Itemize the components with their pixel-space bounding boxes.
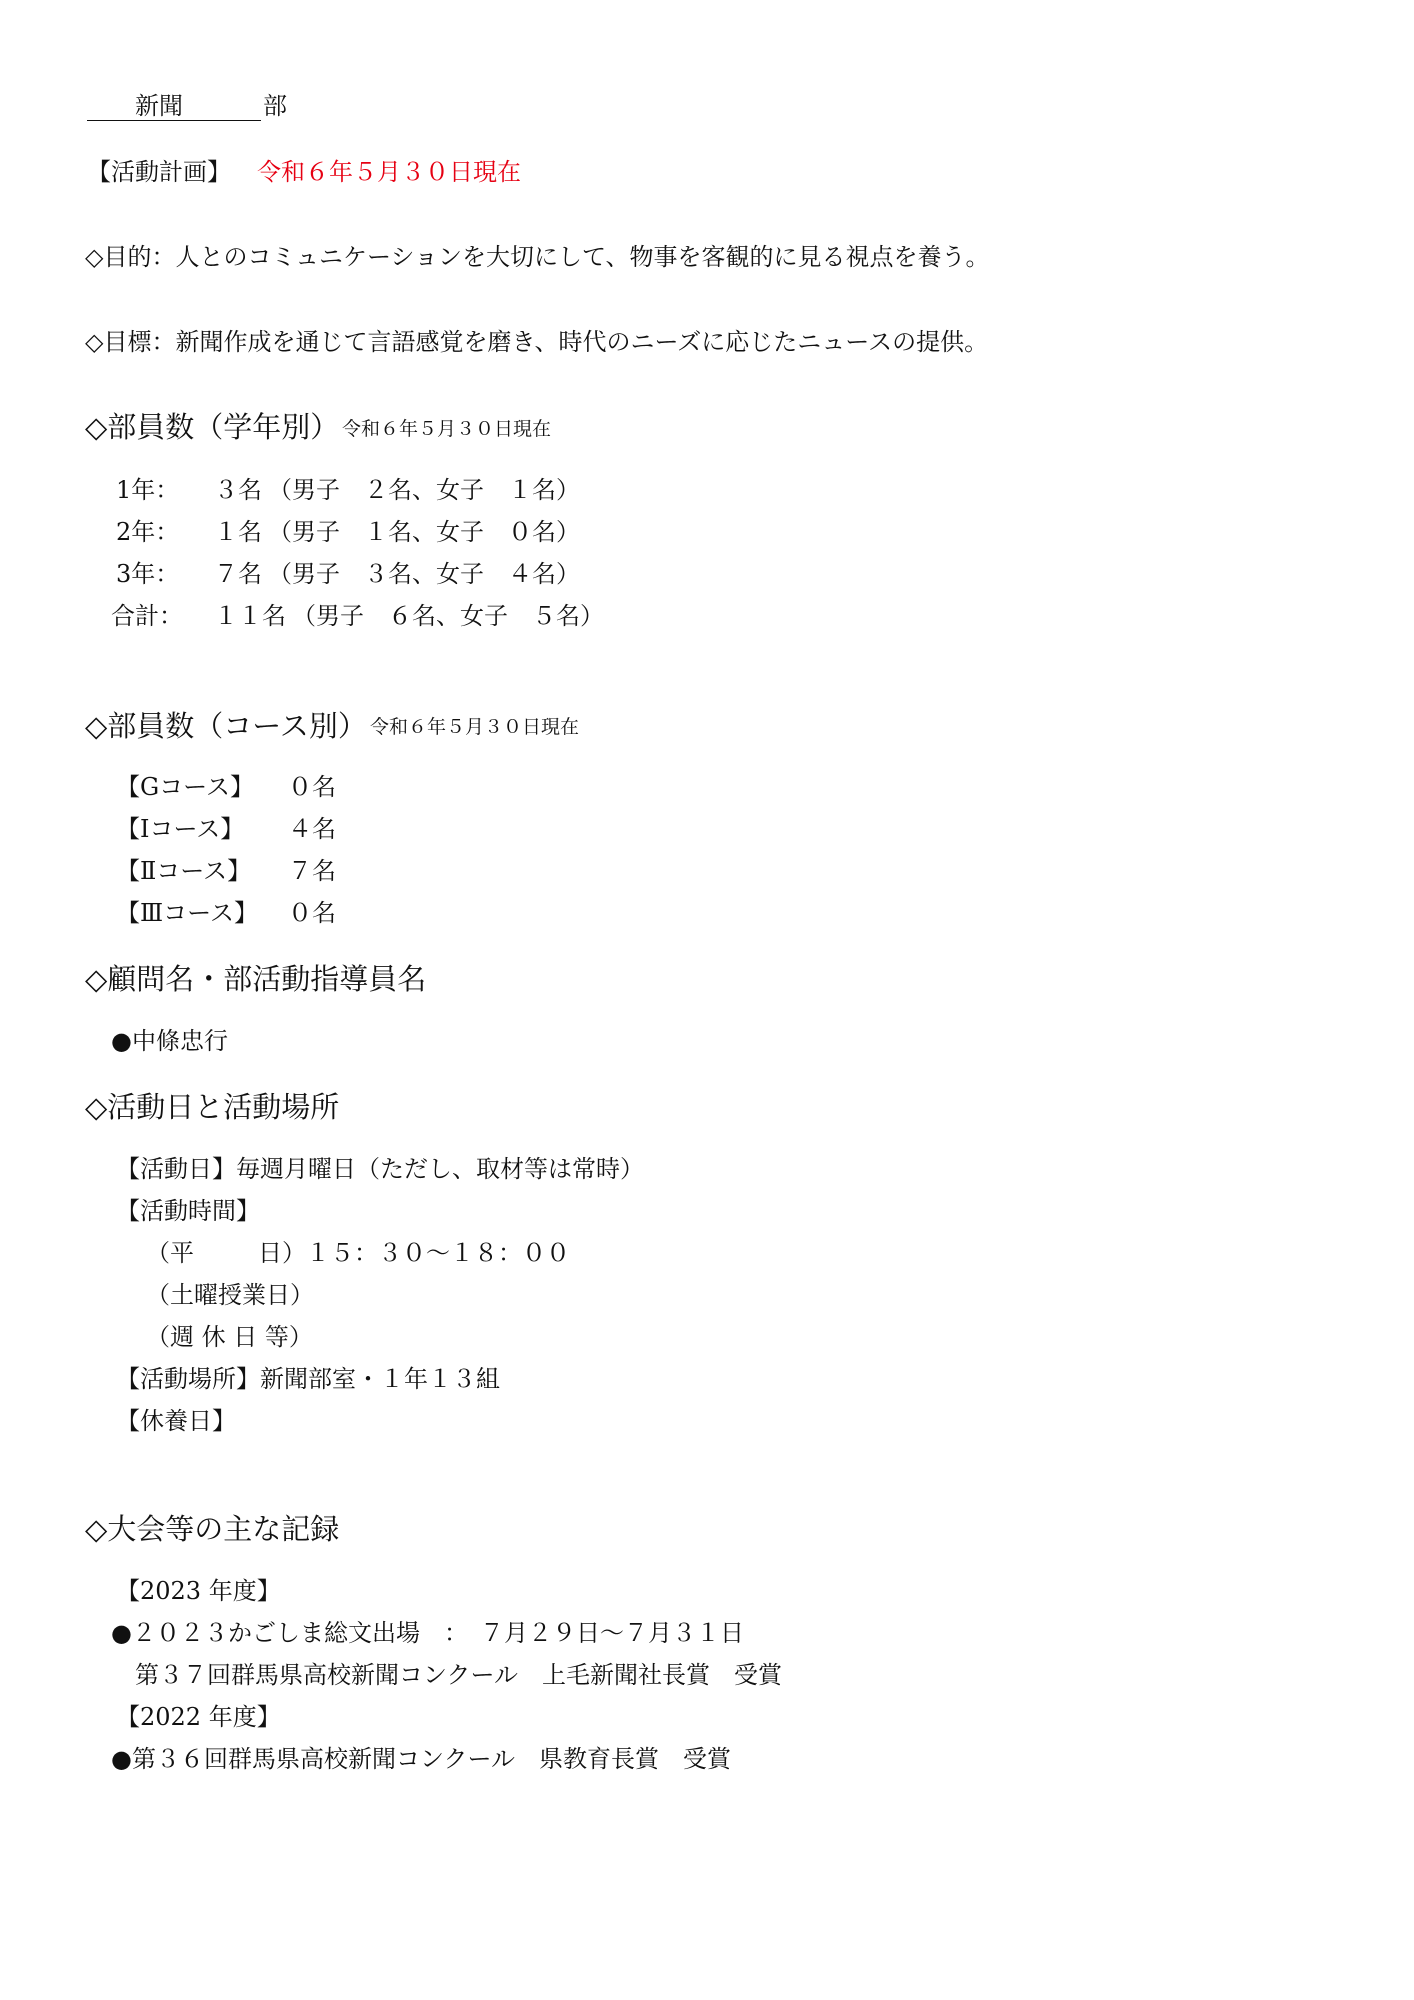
records-year-2022: 【2022 年度】 [116,1703,281,1731]
rest-day-label: 【休養日】 [116,1407,236,1435]
goal-text: ◇目標：新聞作成を通じて言語感覚を磨き、時代のニーズに応じたニュースの提供。 [85,328,989,356]
course-row-count: ０名 [288,773,336,801]
club-name-underline [87,120,261,121]
grade-total-count: １１名 [214,602,286,630]
grade-total-label: 合計： [111,602,183,630]
records-heading: ◇大会等の主な記録 [85,1512,340,1546]
grade-row-count: １名 [214,518,262,546]
activity-heading: ◇活動日と活動場所 [85,1090,340,1124]
club-name: 新聞 [135,92,183,120]
course-row-count: ０名 [288,899,336,927]
grade-row-detail: （男子 ２名、女子 １名） [268,476,580,504]
grade-row-label: 3年： [116,560,180,588]
records-item: ●第３６回群馬県高校新聞コンクール 県教育長賞 受賞 [111,1745,731,1773]
members-by-course-heading: ◇部員数（コース別） [85,709,367,743]
purpose-text: ◇目的：人とのコミュニケーションを大切にして、物事を客観的に見る視点を養う。 [85,243,990,271]
grade-row-detail: （男子 １名、女子 ０名） [268,518,580,546]
holiday-label: （週 休 日 等） [146,1323,313,1351]
course-row-label: 【Gコース】 [116,773,254,801]
activity-days: 【活動日】毎週月曜日（ただし、取材等は常時） [116,1155,644,1183]
grade-row-detail: （男子 ３名、女子 ４名） [268,560,580,588]
members-by-grade-as-of: 令和６年５月３０日現在 [342,418,552,440]
plan-as-of-date: 令和６年５月３０日現在 [257,158,521,186]
advisors-heading: ◇顧問名・部活動指導員名 [85,962,427,996]
course-row-count: ４名 [288,815,336,843]
club-suffix: 部 [263,92,287,120]
saturday-label: （土曜授業日） [146,1281,314,1309]
records-year-2023: 【2023 年度】 [116,1577,281,1605]
records-item: ●２０２３かごしま総文出場 ： ７月２９日～７月３１日 [111,1619,744,1647]
records-item: 第３７回群馬県高校新聞コンクール 上毛新聞社長賞 受賞 [135,1661,783,1689]
plan-label: 【活動計画】 [87,158,231,186]
grade-row-label: 1年： [116,476,180,504]
course-row-label: 【Ⅲコース】 [116,899,258,927]
members-by-course-as-of: 令和６年５月３０日現在 [370,716,580,738]
grade-row-label: 2年： [116,518,180,546]
weekday-time: 日）１５：３０～１８：００ [258,1239,570,1267]
activity-place: 【活動場所】新聞部室・１年１３組 [116,1365,500,1393]
course-row-count: ７名 [288,857,336,885]
advisor-name: ●中條忠行 [111,1027,228,1055]
grade-total-detail: （男子 ６名、女子 ５名） [292,602,604,630]
activity-time-label: 【活動時間】 [116,1197,260,1225]
grade-row-count: ３名 [214,476,262,504]
course-row-label: 【Ⅰコース】 [116,815,245,843]
members-by-grade-heading: ◇部員数（学年別） [85,410,340,444]
weekday-label-open: （平 [146,1239,194,1267]
grade-row-count: ７名 [214,560,262,588]
course-row-label: 【Ⅱコース】 [116,857,252,885]
